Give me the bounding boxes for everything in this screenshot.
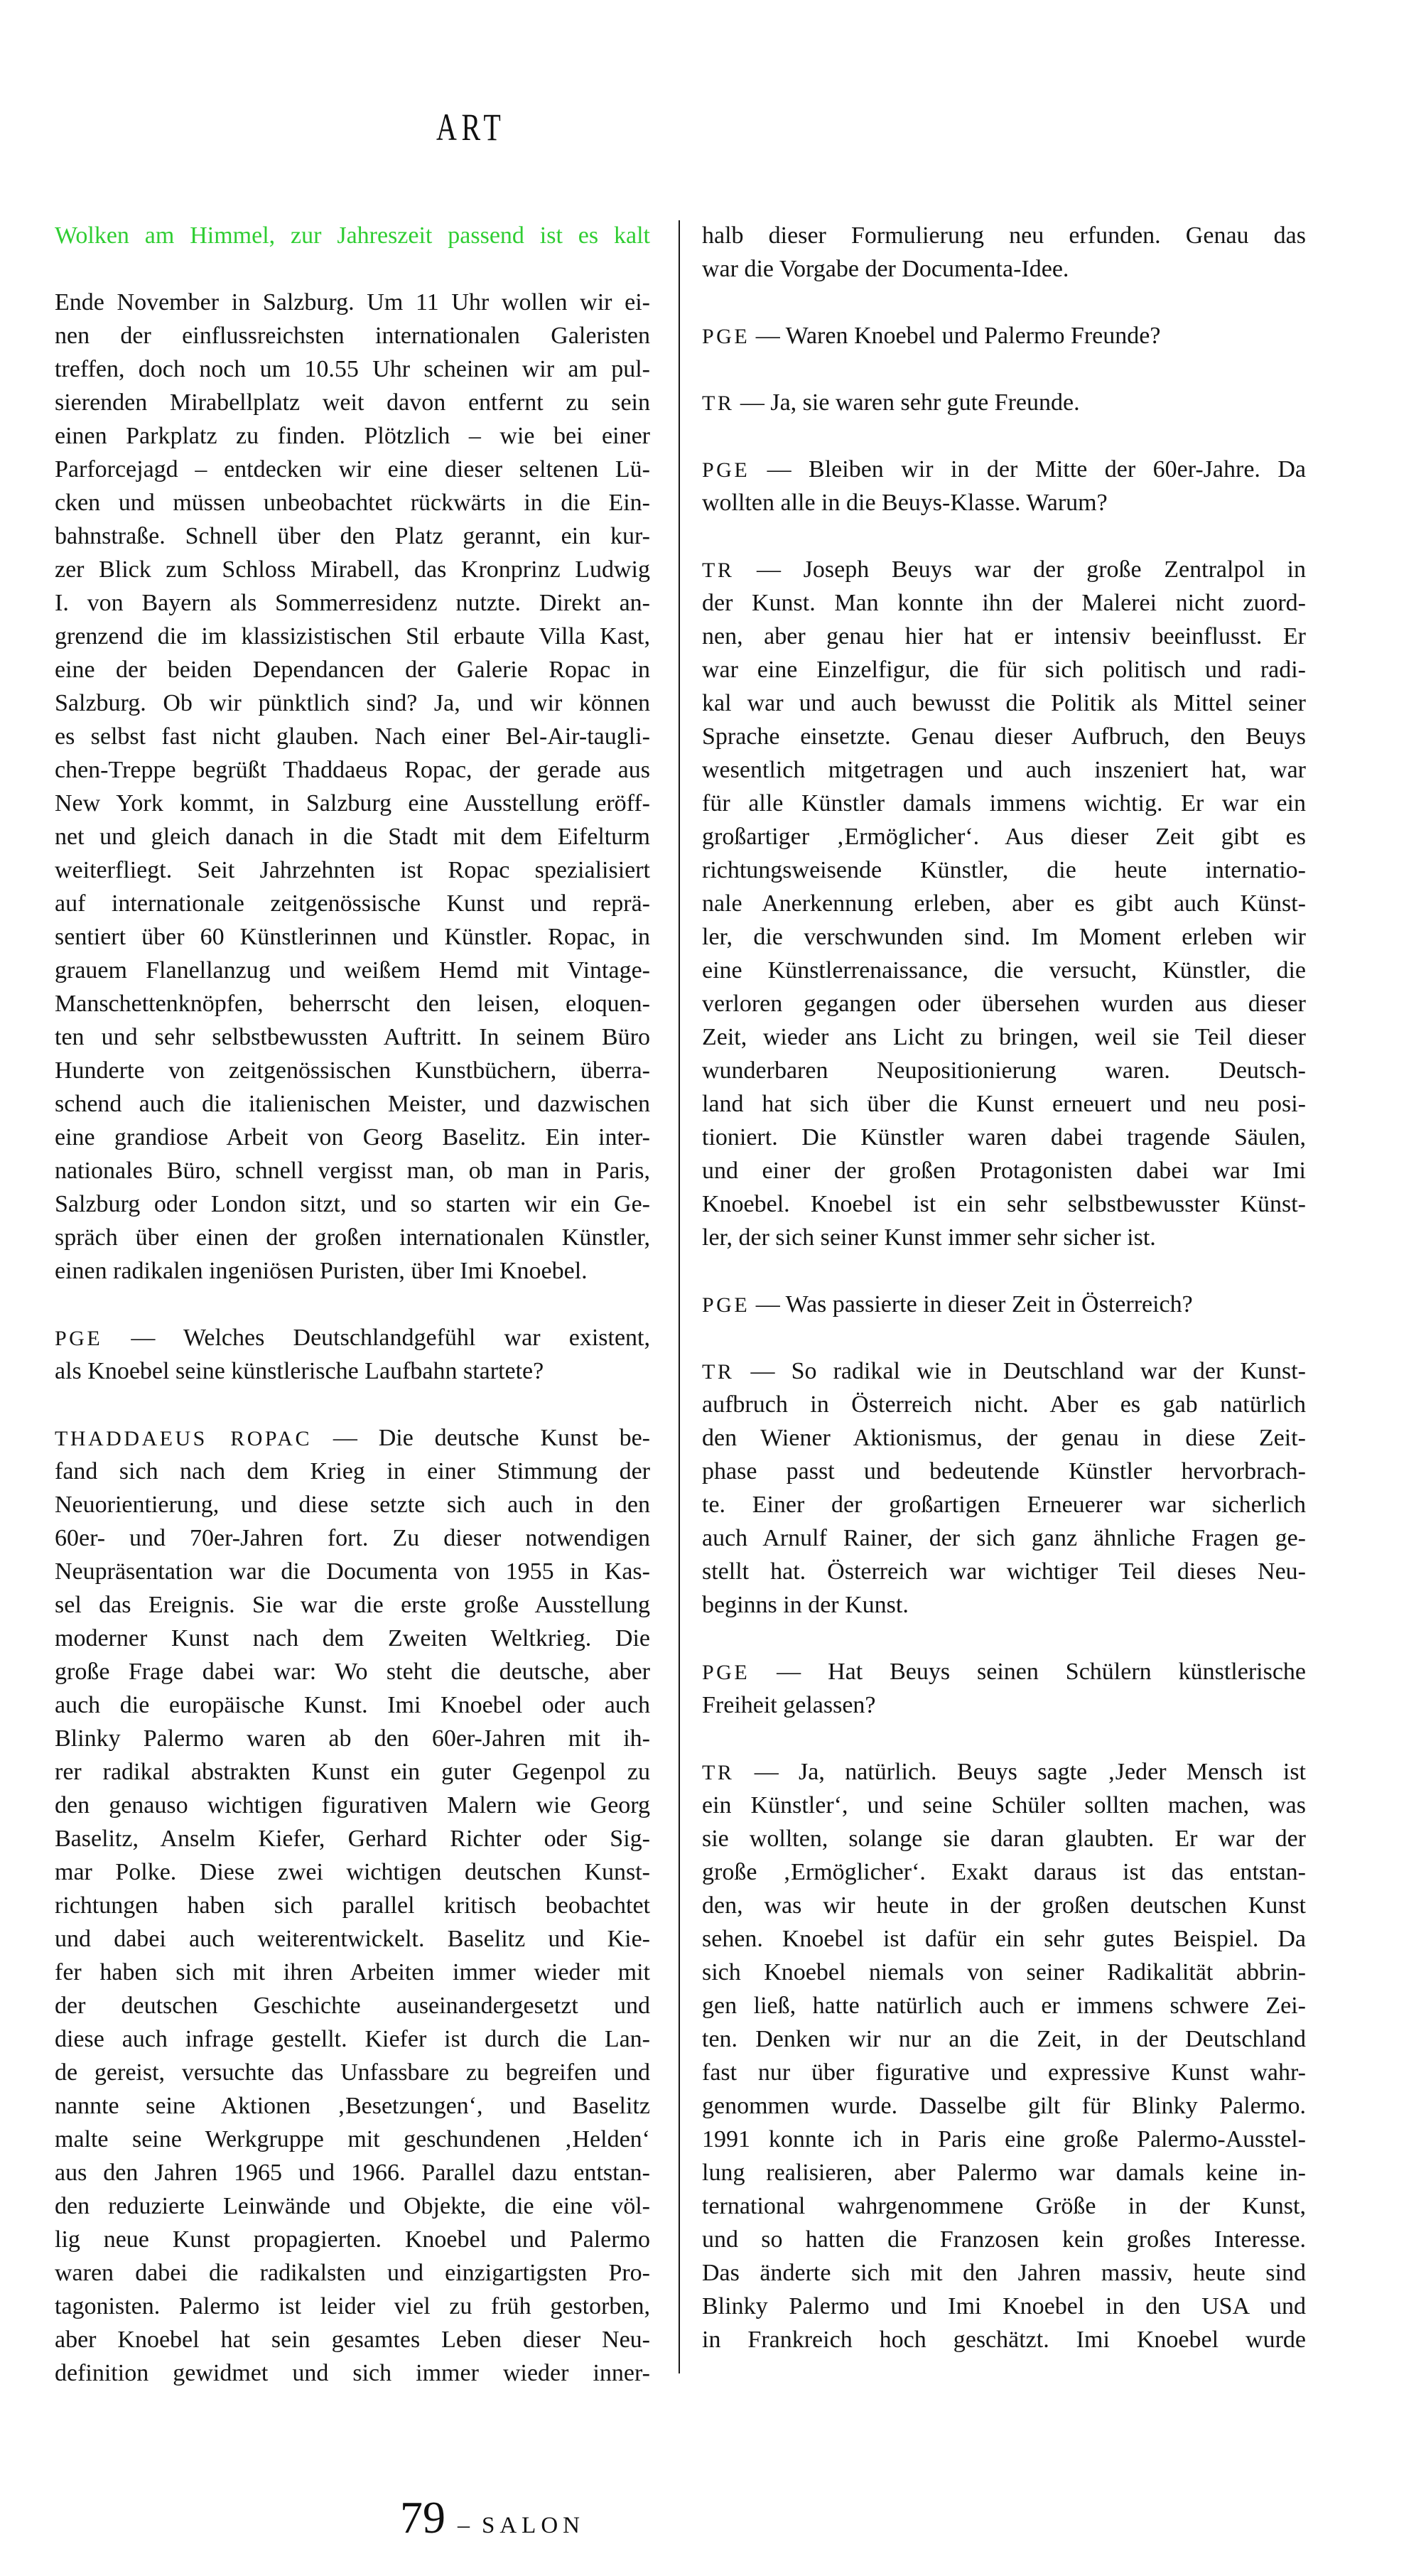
text-line: sich Knoebel niemals von seiner Radikalität abbrin- [702, 1959, 1306, 1985]
text-line: aber Knoebel hat sein gesamtes Leben dieser Neu- [55, 2327, 650, 2353]
text-line: nannte seine Aktionen ‚Besetzungen‘, und Baselitz [55, 2093, 650, 2119]
text-line: aufbruch in Österreich nicht. Aber es gab natürlich [702, 1391, 1306, 1418]
text-line: einen Parkplatz zu finden. Plötzlich – wie bei einer [55, 423, 650, 449]
text-line: der Kunst. Man konnte ihn der Malerei nicht zuord- [702, 590, 1306, 616]
text-line: ler, der sich seiner Kunst immer sehr sicher ist. [702, 1224, 1156, 1251]
text-line: eine der beiden Dependancen der Galerie Ropac in [55, 657, 650, 683]
text-line: PGE — Welches Deutschlandgefühl war existent, [55, 1325, 650, 1351]
text-line: fast nur über figurative und expressive Kunst wahr- [702, 2059, 1306, 2086]
text-line: diese auch infrage gestellt. Kiefer ist durch die Lan- [55, 2026, 650, 2052]
left-column-paragraphs [55, 286, 650, 2390]
text-line: I. von Bayern als Sommerresidenz nutzte. Direkt an- [55, 590, 650, 616]
text-line: auch Arnulf Rainer, der sich ganz ähnliche Fragen ge- [702, 1525, 1306, 1551]
text-line: treffen, doch noch um 10.55 Uhr scheinen wir am pul- [55, 356, 650, 382]
text-line: land hat sich über die Kunst erneuert und neu posi- [702, 1091, 1306, 1117]
text-line: Baselitz, Anselm Kiefer, Gerhard Richter oder Sig- [55, 1826, 650, 1852]
interview-paragraph [55, 1421, 650, 2390]
text-line: bahnstraße. Schnell über den Platz gerannt, ein kur- [55, 523, 650, 549]
body-paragraph [55, 286, 650, 1288]
text-line: aus den Jahren 1965 und 1966. Parallel dazu entstan- [55, 2160, 650, 2186]
speaker-label: PGE [702, 1293, 750, 1317]
text-line: PGE — Was passierte in dieser Zeit in Österreich? [702, 1291, 1193, 1317]
text-line: sierenden Mirabellplatz weit davon entfernt zu sein [55, 389, 650, 416]
text-line: große ‚Ermöglicher‘. Exakt daraus ist das entstan- [702, 1859, 1306, 1885]
text-line: wunderbaren Neupositionierung waren. Deutsch- [702, 1057, 1306, 1084]
text-line: großartiger ‚Ermöglicher‘. Aus dieser Zeit gibt es [702, 824, 1306, 850]
text-line: den genauso wichtigen figurativen Malern wie Georg [55, 1792, 650, 1818]
text-line: richtungsweisende Künstler, die heute internatio- [702, 857, 1306, 883]
right-column-paragraphs [702, 219, 1306, 2356]
text-line: fand sich nach dem Krieg in einer Stimmung der [55, 1458, 650, 1484]
text-line: verloren gegangen oder übersehen wurden aus dieser [702, 991, 1306, 1017]
speaker-label: PGE [702, 325, 750, 348]
speaker-label: PGE [55, 1327, 103, 1350]
interview-paragraph [702, 453, 1306, 519]
text-line: war die Vorgabe der Documenta-Idee. [702, 256, 1069, 282]
text-line: den Wiener Aktionismus, der genau in diese Zeit- [702, 1425, 1306, 1451]
text-line: definition gewidmet und sich immer wieder inner- [55, 2360, 650, 2386]
text-line: de gereist, versuchte das Unfassbare zu begreifen und [55, 2059, 650, 2086]
text-line: Salzburg. Ob wir pünktlich sind? Ja, und wir können [55, 690, 650, 716]
speaker-label: PGE [702, 1661, 750, 1684]
interview-paragraph [702, 1354, 1306, 1622]
text-line: ler, die verschwunden sind. Im Moment erleben wir [702, 924, 1306, 950]
kicker-headline: Wolken am Himmel, zur Jahreszeit passend ist es kalt [55, 222, 650, 249]
text-line: fer haben sich mit ihren Arbeiten immer wieder mit [55, 1959, 650, 1985]
speaker-label: TR [702, 559, 735, 582]
text-line: genommen wurde. Dasselbe gilt für Blinky Palermo. [702, 2093, 1306, 2119]
text-line: eine Künstlerrenaissance, die versucht, Künstler, die [702, 957, 1306, 983]
text-line: nationales Büro, schnell vergisst man, ob man in Paris, [55, 1158, 650, 1184]
text-line: Manschettenknöpfen, beherrscht den leisen, eloquen- [55, 991, 650, 1017]
interview-paragraph [702, 386, 1306, 419]
column-divider [679, 220, 680, 2373]
text-line: ten. Denken wir nur an die Zeit, in der Deutschland [702, 2026, 1306, 2052]
interview-paragraph [702, 553, 1306, 1254]
text-line: gen ließ, hatte natürlich auch er immens schwere Zei- [702, 1993, 1306, 2019]
text-line: den, was wir heute in der großen deutschen Kunst [702, 1892, 1306, 1919]
interview-paragraph [702, 1655, 1306, 1722]
text-line: THADDAEUS ROPAC — Die deutsche Kunst be- [55, 1425, 651, 1451]
speaker-label: THADDAEUS ROPAC [55, 1427, 312, 1450]
text-line: nale Anerkennung erleben, aber es gibt auch Künst- [702, 890, 1306, 917]
speaker-label: PGE [702, 458, 750, 482]
text-line: der deutschen Geschichte auseinandergesetzt und [55, 1993, 650, 2019]
text-line: TR — Joseph Beuys war der große Zentralpol in [702, 556, 1306, 583]
text-line: TR — So radikal wie in Deutschland war der Kunst- [702, 1358, 1307, 1384]
text-line: Freiheit gelassen? [702, 1692, 876, 1718]
text-line: waren dabei die radikalsten und einzigartigsten Pro- [55, 2260, 650, 2286]
text-line: beginns in der Kunst. [702, 1592, 909, 1618]
text-line: ten und sehr selbstbewussten Auftritt. In seinem Büro [55, 1024, 650, 1050]
text-line: spräch über einen der großen internationalen Künstler, [55, 1224, 650, 1251]
text-line: Salzburg oder London sitzt, und so starten wir ein Ge- [55, 1191, 650, 1217]
text-line: tagonisten. Palermo ist leider viel zu früh gestorben, [55, 2293, 650, 2319]
text-line: war eine Einzelfigur, die für sich politisch und radi- [702, 657, 1306, 683]
text-line: lung realisieren, aber Palermo war damals keine in- [702, 2160, 1306, 2186]
text-line: nen der einflussreichsten internationalen Galeristen [55, 323, 650, 349]
text-line: net und gleich danach in die Stadt mit dem Eifelturm [55, 824, 650, 850]
text-line: richtungen haben sich parallel kritisch beobachtet [55, 1892, 650, 1919]
text-line: sentiert über 60 Künstlerinnen und Künstler. Ropac, in [55, 924, 650, 950]
text-line: Ende November in Salzburg. Um 11 Uhr wollen wir ei- [55, 289, 650, 316]
speaker-label: TR [702, 392, 735, 415]
body-paragraph [702, 219, 1306, 286]
interview-paragraph [702, 1755, 1306, 2356]
text-line: PGE — Waren Knoebel und Palermo Freunde? [702, 323, 1161, 349]
text-line: lig neue Kunst propagierten. Knoebel und Palermo [55, 2226, 650, 2253]
text-line: Das änderte sich mit den Jahren massiv, heute sind [702, 2260, 1306, 2286]
text-line: malte seine Werkgruppe mit geschundenen ‚Helden‘ [55, 2126, 650, 2152]
left-column [55, 219, 650, 2390]
text-line: Blinky Palermo und Imi Knoebel in den USA und [702, 2293, 1306, 2319]
text-line: Knoebel. Knoebel ist ein sehr selbstbewusster Künst- [702, 1191, 1306, 1217]
text-line: und dabei auch weiterentwickelt. Baselitz und Kie- [55, 1926, 650, 1952]
text-line: weiterfliegt. Seit Jahrzehnten ist Ropac spezialisiert [55, 857, 650, 883]
text-line: als Knoebel seine künstlerische Laufbahn startete? [55, 1358, 544, 1384]
interview-paragraph [55, 1321, 650, 1388]
text-line: Zeit, wieder ans Licht zu bringen, weil sie Teil dieser [702, 1024, 1306, 1050]
text-line: halb dieser Formulierung neu erfunden. Genau das [702, 222, 1306, 249]
text-line: PGE — Bleiben wir in der Mitte der 60er-Jahre. Da [702, 456, 1306, 483]
text-line: Sprache einsetzte. Genau dieser Aufbruch, den Beuys [702, 723, 1306, 750]
text-line: es selbst fast nicht glauben. Nach einer Bel-Air-taugli- [55, 723, 650, 750]
text-line: eine grandiose Arbeit von Georg Baselitz. Ein inter- [55, 1124, 650, 1150]
text-line: einen radikalen ingeniösen Puristen, über Imi Knoebel. [55, 1258, 588, 1284]
text-line: grenzend die im klassizistischen Stil erbaute Villa Kast, [55, 623, 650, 650]
text-line: auf internationale zeitgenössische Kunst und reprä- [55, 890, 650, 917]
text-line: große Frage dabei war: Wo steht die deutsche, aber [55, 1659, 650, 1685]
text-line: Hunderte von zeitgenössischen Kunstbüchern, überra- [55, 1057, 650, 1084]
text-line: für alle Künstler damals immens wichtig. Er war ein [702, 790, 1306, 817]
text-line: 60er- und 70er-Jahren fort. Zu dieser notwendigen [55, 1525, 650, 1551]
footer-separator: – [458, 2512, 470, 2538]
text-line: Neupräsentation war die Documenta von 1955 in Kas- [55, 1558, 650, 1585]
interview-paragraph [702, 319, 1306, 352]
page-number: 79 [400, 2492, 445, 2543]
text-line: auch die europäische Kunst. Imi Knoebel oder auch [55, 1692, 650, 1718]
page-footer [400, 2491, 585, 2544]
text-line: 1991 konnte ich in Paris eine große Palermo-Ausstel- [702, 2126, 1306, 2152]
text-line: wollten alle in die Beuys-Klasse. Warum? [702, 490, 1108, 516]
text-line: Neuorientierung, und diese setzte sich auch in den [55, 1492, 650, 1518]
text-line: in Frankreich hoch geschätzt. Imi Knoebel wurde [702, 2327, 1306, 2353]
text-line: stellt hat. Österreich war wichtiger Teil dieses Neu- [702, 1558, 1306, 1585]
magazine-name: SALON [482, 2513, 585, 2538]
text-line: nen, aber genau hier hat er intensiv beeinflusst. Er [702, 623, 1306, 650]
speaker-label: TR [702, 1360, 735, 1384]
text-line: und einer der großen Protagonisten dabei war Imi [702, 1158, 1306, 1184]
text-line: zer Blick zum Schloss Mirabell, das Kronprinz Ludwig [55, 556, 650, 583]
text-line: rer radikal abstrakten Kunst ein guter Gegenpol zu [55, 1759, 650, 1785]
text-line: moderner Kunst nach dem Zweiten Weltkrieg. Die [55, 1625, 650, 1651]
text-line: cken und müssen unbeobachtet rückwärts in die Ein- [55, 490, 650, 516]
text-line: sel das Ereignis. Sie war die erste große Ausstellung [55, 1592, 650, 1618]
text-line: New York kommt, in Salzburg eine Ausstellung eröff- [55, 790, 650, 817]
text-line: den reduzierte Leinwände und Objekte, die eine völ- [55, 2193, 650, 2219]
text-line: sie wollten, solange sie daran glaubten. Er war der [702, 1826, 1306, 1852]
text-line: ein Künstler‘, und seine Schüler sollten machen, was [702, 1792, 1306, 1818]
interview-paragraph [702, 1288, 1306, 1321]
text-line: Blinky Palermo waren ab den 60er-Jahren mit ih- [55, 1725, 650, 1752]
text-line: PGE — Hat Beuys seinen Schülern künstlerische [702, 1659, 1306, 1685]
text-line: mar Polke. Diese zwei wichtigen deutschen Kunst- [55, 1859, 650, 1885]
text-line: TR — Ja, natürlich. Beuys sagte ‚Jeder Mensch ist [702, 1759, 1306, 1785]
text-line: schend auch die italienischen Meister, und dazwischen [55, 1091, 650, 1117]
text-line: grauem Flanellanzug und weißem Hemd mit Vintage- [55, 957, 650, 983]
text-line: tioniert. Die Künstler waren dabei tragende Säulen, [702, 1124, 1306, 1150]
text-line: ternational wahrgenommene Größe in der Kunst, [702, 2193, 1306, 2219]
text-line: wesentlich mitgetragen und auch inszeniert hat, war [702, 757, 1306, 783]
text-line: sehen. Knoebel ist dafür ein sehr gutes Beispiel. Da [702, 1926, 1306, 1952]
text-line: te. Einer der großartigen Erneuerer war sicherlich [702, 1492, 1306, 1518]
speaker-label: TR [702, 1761, 735, 1784]
text-line: kal war und auch bewusst die Politik als Mittel seiner [702, 690, 1306, 716]
text-line: chen-Treppe begrüßt Thaddaeus Ropac, der gerade aus [55, 757, 650, 783]
text-line: Parforcejagd – entdecken wir eine dieser seltenen Lü- [55, 456, 650, 483]
section-header: ART [436, 106, 506, 149]
text-line: und so hatten die Franzosen kein großes Interesse. [702, 2226, 1306, 2253]
text-line: TR — Ja, sie waren sehr gute Freunde. [702, 389, 1080, 416]
text-line: phase passt und bedeutende Künstler hervorbrach- [702, 1458, 1306, 1484]
right-column [702, 219, 1306, 2356]
